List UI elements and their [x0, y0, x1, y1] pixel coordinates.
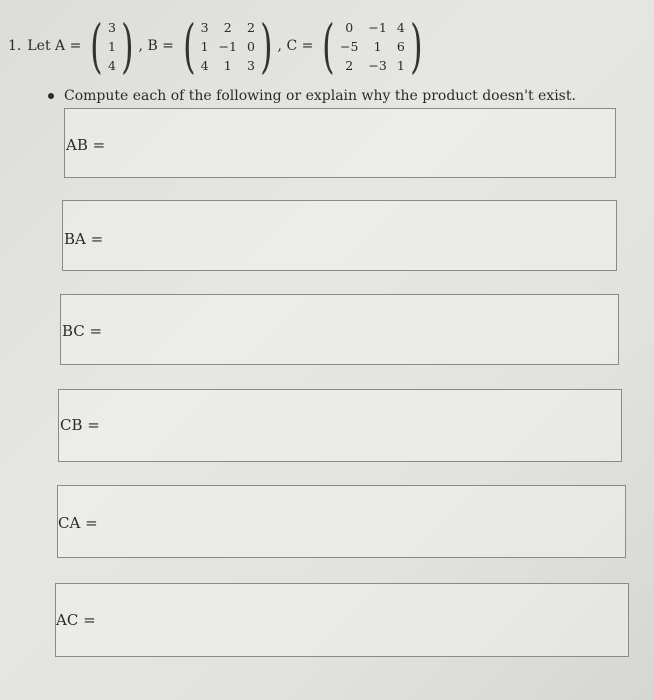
matrix-c-entry: 2	[345, 57, 354, 73]
answer-box-bc[interactable]	[60, 294, 619, 365]
matrix-b-entry: 0	[246, 38, 255, 54]
matrix-c-entry: 1	[396, 57, 405, 73]
answer-box-ba[interactable]	[62, 200, 617, 271]
answer-label-ac: AC =	[56, 611, 96, 629]
matrix-b-entry: −1	[218, 38, 237, 54]
instruction-text: Compute each of the following or explain why the product doesn't exist.	[64, 88, 576, 104]
answer-box-ca[interactable]	[57, 485, 626, 558]
matrix-c-entry: 6	[396, 38, 405, 54]
matrix-c-entry: −3	[368, 57, 387, 73]
answer-box-cb[interactable]	[58, 389, 622, 462]
problem-statement	[8, 14, 427, 78]
problem-number: 1.	[8, 38, 22, 54]
matrix-b-entry: 1	[223, 57, 232, 73]
matrix-b-entry: 4	[200, 57, 209, 73]
matrix-c-entry: −5	[339, 38, 359, 54]
right-paren: )	[409, 12, 423, 80]
matrix-c-label: , C =	[277, 38, 314, 54]
matrix-c-entry: −1	[368, 19, 387, 35]
matrix-a-label: Let A =	[27, 38, 82, 54]
instruction	[48, 88, 576, 104]
bullet-icon	[48, 93, 54, 99]
matrix-b-entry: 1	[200, 38, 209, 54]
matrix-a-entry: 4	[107, 57, 116, 73]
matrix-a-entry: 3	[107, 19, 116, 35]
answer-label-bc: BC =	[62, 322, 103, 340]
matrix-c	[317, 12, 427, 80]
answer-box-ac[interactable]	[55, 583, 629, 657]
answer-label-ab: AB =	[66, 136, 106, 154]
matrix-b-entry: 3	[200, 19, 209, 35]
left-paren: (	[183, 12, 196, 80]
answer-box-ab[interactable]	[64, 108, 616, 178]
answer-label-cb: CB =	[60, 416, 100, 434]
matrix-b-label: , B =	[138, 38, 174, 54]
matrix-c-entry: 1	[373, 38, 382, 54]
answer-label-ba: BA =	[64, 230, 104, 248]
right-paren: )	[121, 12, 134, 80]
matrix-c-entry: 4	[396, 19, 405, 35]
left-paren: (	[90, 12, 103, 80]
matrix-a	[85, 12, 138, 80]
matrix-b-entry: 2	[223, 19, 232, 35]
answer-label-ca: CA =	[58, 514, 98, 532]
left-paren: (	[322, 12, 335, 80]
matrix-b-entry: 2	[246, 19, 255, 35]
matrix-a-entry: 1	[107, 38, 116, 54]
matrix-c-entry: 0	[345, 19, 354, 35]
right-paren: )	[260, 12, 273, 80]
matrix-b-entry: 3	[246, 57, 255, 73]
matrix-b	[178, 12, 278, 80]
